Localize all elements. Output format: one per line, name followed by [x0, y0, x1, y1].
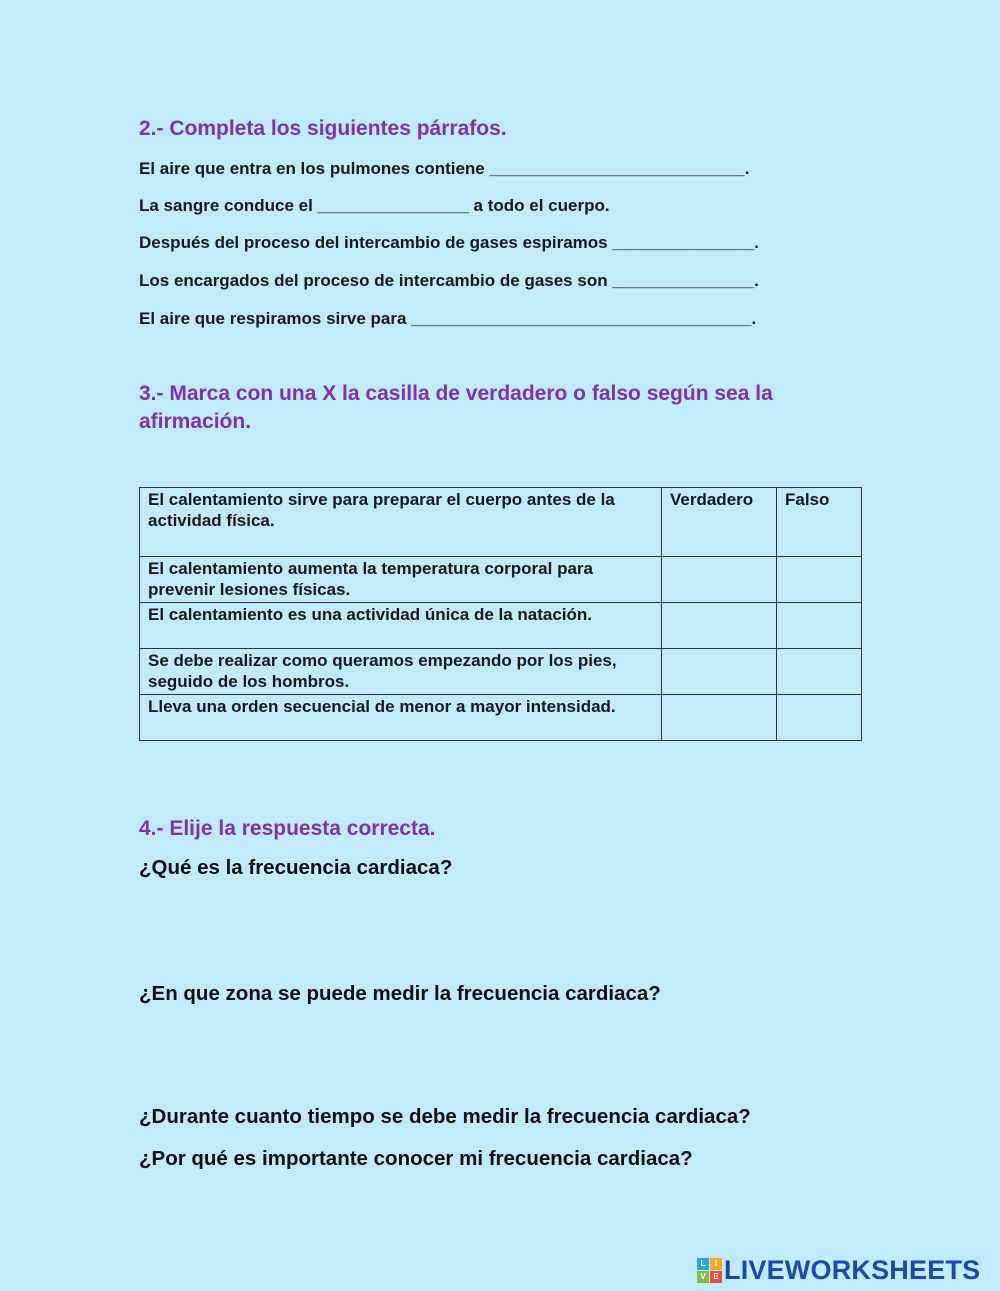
logo-text: LIVEWORKSHEETS — [724, 1254, 981, 1285]
fill-in-line-4[interactable]: Los encargados del proceso de intercambio de gases son _______________. — [139, 271, 759, 290]
section-2-heading: 2.- Completa los siguientes párrafos. — [139, 117, 507, 140]
falso-checkbox-cell[interactable] — [777, 603, 862, 649]
verdadero-checkbox-cell[interactable] — [662, 649, 777, 695]
table-row — [140, 488, 862, 557]
liveworksheets-logo-icon — [697, 1258, 722, 1283]
column-header-verdadero: Verdadero — [662, 488, 777, 557]
question-3[interactable]: ¿Durante cuanto tiempo se debe medir la frecuencia cardiaca? — [139, 1105, 751, 1128]
question-2[interactable]: ¿En que zona se puede medir la frecuencia cardiaca? — [139, 982, 661, 1005]
fill-in-line-3[interactable]: Después del proceso del intercambio de gases espiramos _______________. — [139, 233, 759, 252]
statement-cell: El calentamiento aumenta la temperatura corporal para prevenir lesiones físicas. — [140, 557, 662, 603]
table-row — [140, 603, 862, 649]
table-row — [140, 649, 862, 695]
section-3-heading: 3.- Marca con una X la casilla de verdadero o falso según sea la afirmación. — [139, 382, 773, 433]
question-4[interactable]: ¿Por qué es importante conocer mi frecuencia cardiaca? — [139, 1147, 693, 1170]
falso-checkbox-cell[interactable] — [777, 695, 862, 741]
section-4-heading: 4.- Elije la respuesta correcta. — [139, 817, 436, 840]
verdadero-checkbox-cell[interactable] — [662, 695, 777, 741]
true-false-table — [139, 487, 862, 741]
logo-letter: V — [697, 1271, 709, 1283]
fill-in-line-1[interactable]: El aire que entra en los pulmones contiene ___________________________. — [139, 159, 750, 178]
verdadero-checkbox-cell[interactable] — [662, 603, 777, 649]
statement-cell: Lleva una orden secuencial de menor a mayor intensidad. — [140, 695, 662, 741]
logo-letter: E — [710, 1271, 722, 1283]
falso-checkbox-cell[interactable] — [777, 649, 862, 695]
logo-letter: L — [697, 1258, 709, 1270]
fill-in-line-2[interactable]: La sangre conduce el ________________ a todo el cuerpo. — [139, 196, 610, 215]
column-header-falso: Falso — [777, 488, 862, 557]
question-1[interactable]: ¿Qué es la frecuencia cardiaca? — [139, 856, 453, 879]
liveworksheets-logo — [697, 1256, 980, 1284]
table-row — [140, 557, 862, 603]
logo-letter: I — [710, 1258, 722, 1270]
falso-checkbox-cell[interactable] — [777, 557, 862, 603]
table-row — [140, 695, 862, 741]
statement-cell: Se debe realizar como queramos empezando por los pies, seguido de los hombros. — [140, 649, 662, 695]
fill-in-line-5[interactable]: El aire que respiramos sirve para ____________________________________. — [139, 309, 757, 328]
statement-cell: El calentamiento es una actividad única de la natación. — [140, 603, 662, 649]
verdadero-checkbox-cell[interactable] — [662, 557, 777, 603]
statement-cell: El calentamiento sirve para preparar el cuerpo antes de la actividad física. — [140, 488, 662, 557]
